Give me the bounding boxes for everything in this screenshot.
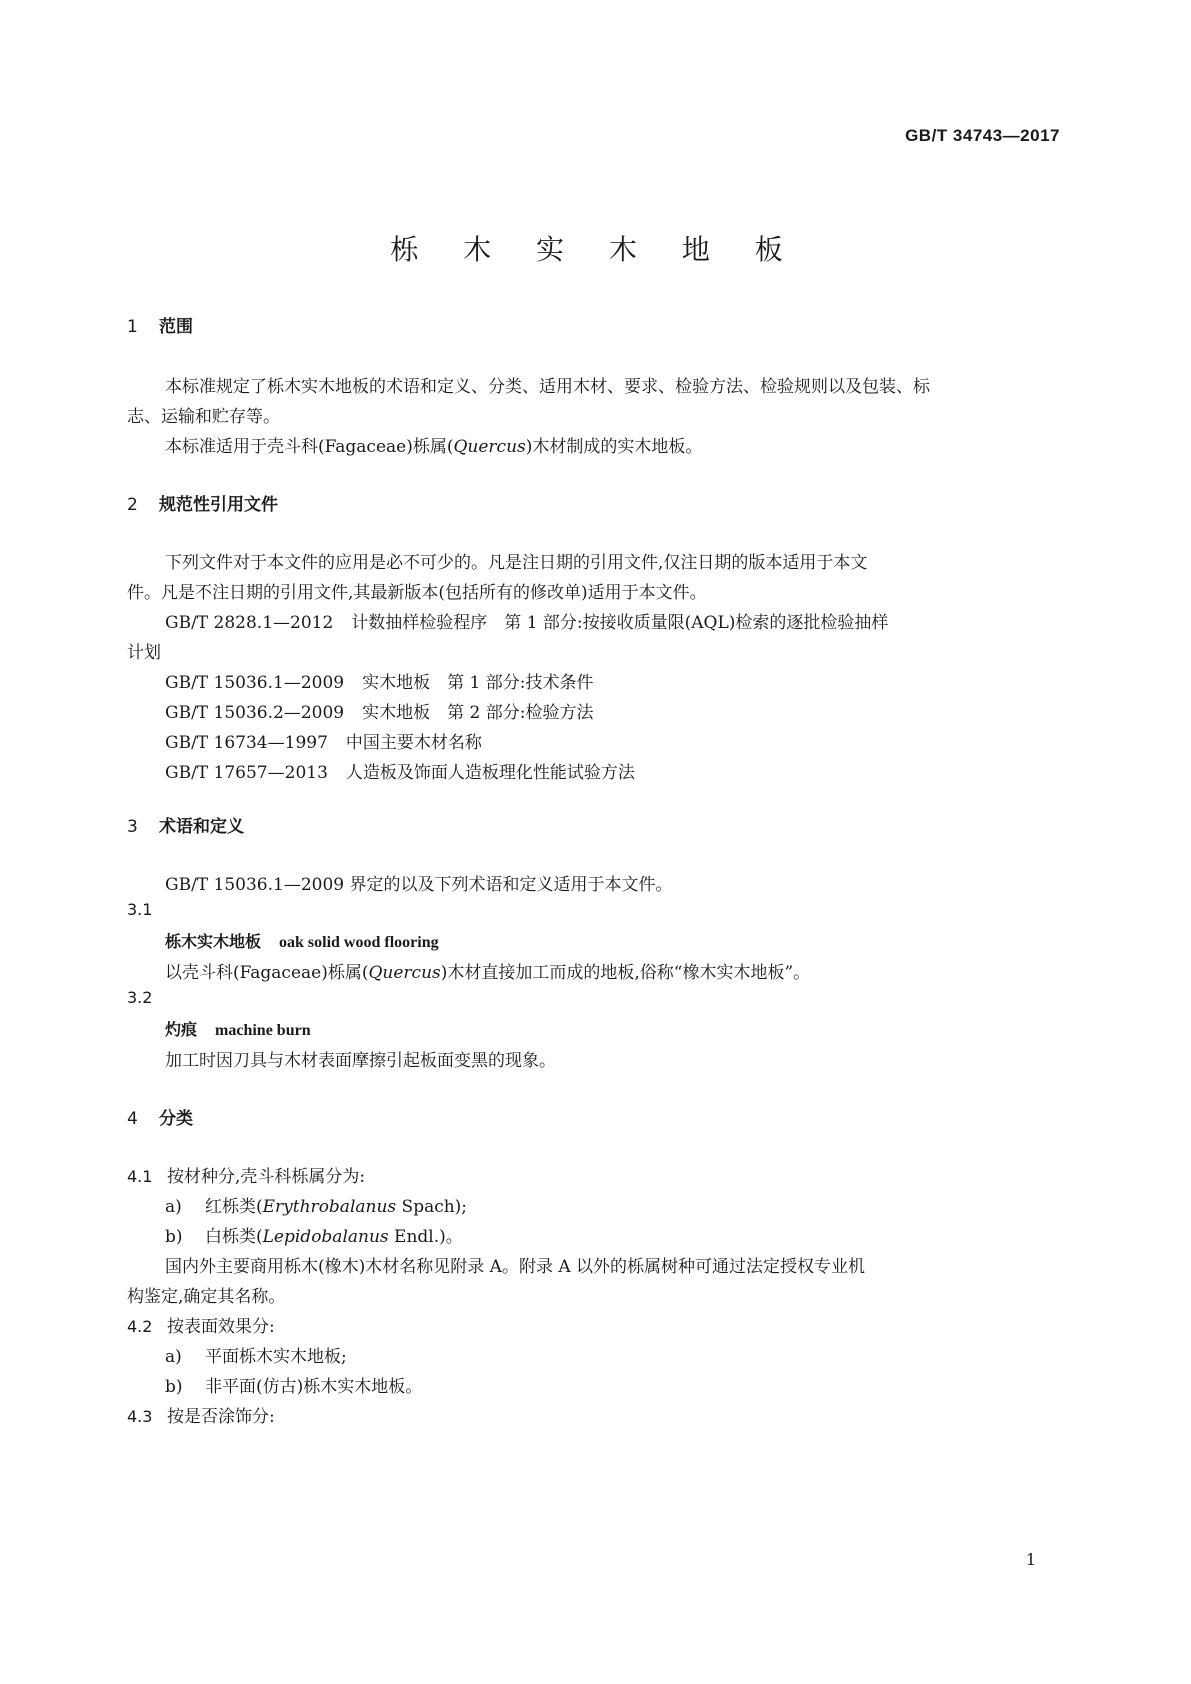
list-item: a) 平面栎木实木地板;: [165, 1347, 347, 1367]
reference-item: GB/T 16734—1997 中国主要木材名称: [165, 733, 482, 753]
section-3-heading: [127, 812, 244, 837]
list-item: a) 红栎类(Erythrobalanus Spach);: [165, 1197, 468, 1217]
section-title: 分类: [159, 1109, 193, 1129]
term-title: 灼痕 machine burn: [165, 1020, 311, 1039]
paragraph-line: 国内外主要商用栎木(橡木)木材名称见附录 A。附录 A 以外的栎属树种可通过法定授权专业机: [165, 1257, 866, 1277]
paragraph-line: 志、运输和贮存等。: [127, 407, 280, 427]
reference-item: GB/T 2828.1—2012 计数抽样检验程序 第 1 部分:按接收质量限(AQL)检索的逐批检验抽样: [165, 613, 889, 633]
term-number: 3.1: [127, 900, 153, 919]
clause-4-2: 4.2 按表面效果分:: [127, 1317, 275, 1337]
page-number: 1: [1025, 1550, 1036, 1569]
clause-4-3: 4.3 按是否涂饰分:: [127, 1407, 275, 1427]
paragraph-line: 下列文件对于本文件的应用是必不可少的。凡是注日期的引用文件,仅注日期的版本适用于本文: [165, 553, 868, 573]
term-title: 栎木实木地板 oak solid wood flooring: [165, 932, 439, 951]
section-title: 规范性引用文件: [159, 495, 278, 515]
list-item: b) 非平面(仿古)栎木实木地板。: [165, 1377, 423, 1397]
standard-code: GB/T 34743—2017: [905, 126, 1060, 145]
section-title: 术语和定义: [159, 817, 244, 837]
section-number: 4: [127, 1109, 138, 1129]
section-number: 2: [127, 495, 138, 515]
paragraph-line: GB/T 15036.1—2009 界定的以及下列术语和定义适用于本文件。: [165, 875, 673, 895]
paragraph-line: 本标准规定了栎木实木地板的术语和定义、分类、适用木材、要求、检验方法、检验规则以及包装、标: [165, 377, 930, 397]
section-number: 3: [127, 817, 138, 837]
section-number: 1: [127, 317, 138, 337]
list-item: b) 白栎类(Lepidobalanus Endl.)。: [165, 1227, 463, 1247]
term-definition: 以壳斗科(Fagaceae)栎属(Quercus)木材直接加工而成的地板,俗称“橡木实木地板”。: [165, 963, 811, 983]
reference-item: GB/T 15036.2—2009 实木地板 第 2 部分:检验方法: [165, 703, 594, 723]
term-number: 3.2: [127, 988, 153, 1007]
section-2-heading: [127, 490, 278, 515]
term-definition: 加工时因刀具与木材表面摩擦引起板面变黑的现象。: [165, 1051, 556, 1071]
reference-item-continuation: 计划: [127, 643, 161, 663]
paragraph-line: 本标准适用于壳斗科(Fagaceae)栎属(Quercus)木材制成的实木地板。: [165, 437, 703, 457]
reference-item: GB/T 15036.1—2009 实木地板 第 1 部分:技术条件: [165, 673, 594, 693]
section-1-heading: [127, 312, 193, 337]
section-4-heading: [127, 1104, 193, 1129]
document-title: 栎 木 实 木 地 板: [390, 233, 801, 266]
reference-item: GB/T 17657—2013 人造板及饰面人造板理化性能试验方法: [165, 763, 635, 783]
clause-4-1: 4.1 按材种分,壳斗科栎属分为:: [127, 1167, 366, 1187]
paragraph-line: 构鉴定,确定其名称。: [127, 1287, 286, 1307]
paragraph-line: 件。凡是不注日期的引用文件,其最新版本(包括所有的修改单)适用于本文件。: [127, 583, 707, 603]
section-title: 范围: [159, 317, 193, 337]
